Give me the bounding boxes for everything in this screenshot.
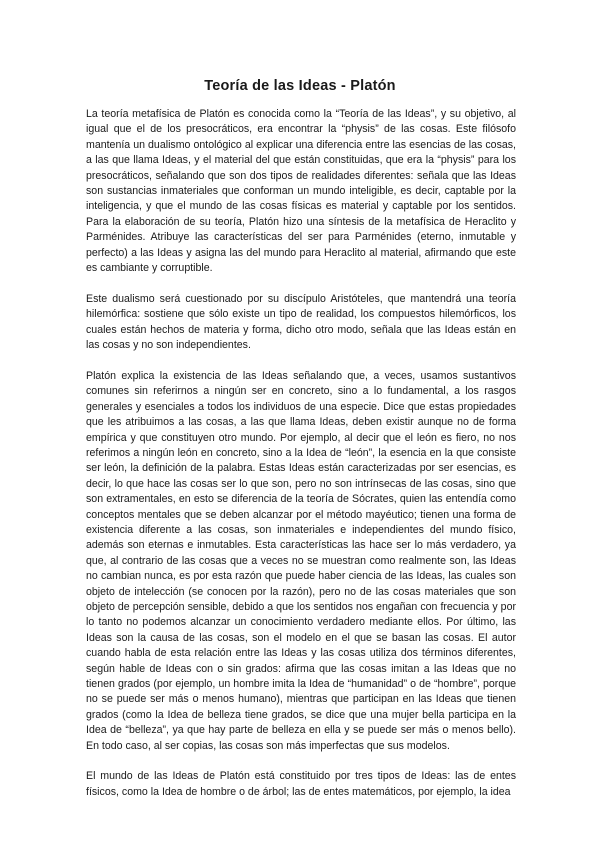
- paragraph-1: La teoría metafísica de Platón es conocida como la “Teoría de las Ideas”, y su objetivo, al igual que el de los presocráticos, era encontrar la “physis” de las cosas. Este filósofo mantenía un dualismo ontológico al explicar una diferencia entre las esencias de las cosas, a las que llama Ideas, y el material del que están constituidas, que era la “physis” para los presocráticos, señalando que son dos tipos de realidades diferentes: señala que las Ideas son sustancias inmateriales que conforman un mundo inteligible, es decir, captable por la inteligencia, y que el mundo de las cosas físicas es material y captable por los sentidos. Para la elaboración de su teoría, Platón hizo una síntesis de la metafísica de Heraclito y Parménides. Atribuye las características del ser para Parménides (eterno, inmutable y perfecto) a las Ideas y asigna las del mundo para Heraclito al material, afirmando que este es cambiante y corruptible.: [86, 108, 516, 275]
- paragraph-2: Este dualismo será cuestionado por su discípulo Aristóteles, que mantendrá una teoría hilemórfica: sostiene que sólo existe un tipo de realidad, los compuestos hilemórficos, los cuales están hechos de materia y forma, dicho otro modo, señala que las Ideas están en las cosas y no son independientes.: [86, 292, 516, 352]
- document-title: Teoría de las Ideas - Platón: [204, 78, 396, 94]
- document-body: [86, 107, 516, 816]
- paragraph-4: El mundo de las Ideas de Platón está constituido por tres tipos de Ideas: las de entes físicos, como la Idea de hombre o de árbol; las de entes matemáticos, por ejemplo, la idea: [86, 770, 516, 798]
- paragraph-3: Platón explica la existencia de las Ideas señalando que, a veces, usamos sustantivos comunes sin referirnos a ningún ser en concreto, sino a lo fundamental, a los rasgos generales y esenciales a todos los individuos de una especie. Dice que estas propiedades que les atribuimos a las cosas, a las que llama Ideas, deben existir aunque no de forma empírica y que constituyen otro mundo. Por ejemplo, al decir que el león es fiero, no nos referimos a ningún león en concreto, sino a la Idea de “león”, la esencia en la que consiste ser león, la definición de la palabra. Estas Ideas están caracterizadas por ser esencias, es decir, lo que hace las cosas ser lo que son, pero no son intrínsecas de las cosas, sino que son extramentales, en esto se diferencia de la teoría de Sócrates, quien las entendía como conceptos mentales que se deben alcanzar por el método mayéutico; tienen una forma de existencia diferente a las cosas, son inmateriales e independientes del mundo físico, además son eternas e inmutables. Esta características las hace ser lo más verdadero, ya que, al contrario de las cosas que a veces no se muestran como realmente son, las Ideas no cambian nunca, es por esta razón que puede haber ciencia de las Ideas, las cuales son objeto de intelección (se conocen por la razón), pero no de las cosas materiales que son objeto de percepción sensible, debido a que los sentidos nos engañan con frecuencia y por lo tanto no podemos alcanzar un conocimiento verdadero mediante ellos. Por último, las Ideas son la causa de las cosas, son el modelo en el que se basan las cosas. El autor cuando habla de esta relación entre las Ideas y las cosas utiliza dos términos diferentes, según hable de Ideas con o sin grados: afirma que las cosas imitan a las Ideas que no tienen grados (por ejemplo, un hombre imita la Idea de “humanidad” o de “hombre”, porque no se puede ser más o menos humano), mientras que participan en las Ideas que tienen grados (como la Idea de belleza tiene grados, se dice que una mujer bella participa en la Idea de “belleza”, ya que hay parte de belleza en ella y se puede ser más o menos bello). En todo caso, al ser copias, las cosas son más imperfectas que sus modelos.: [86, 369, 516, 752]
